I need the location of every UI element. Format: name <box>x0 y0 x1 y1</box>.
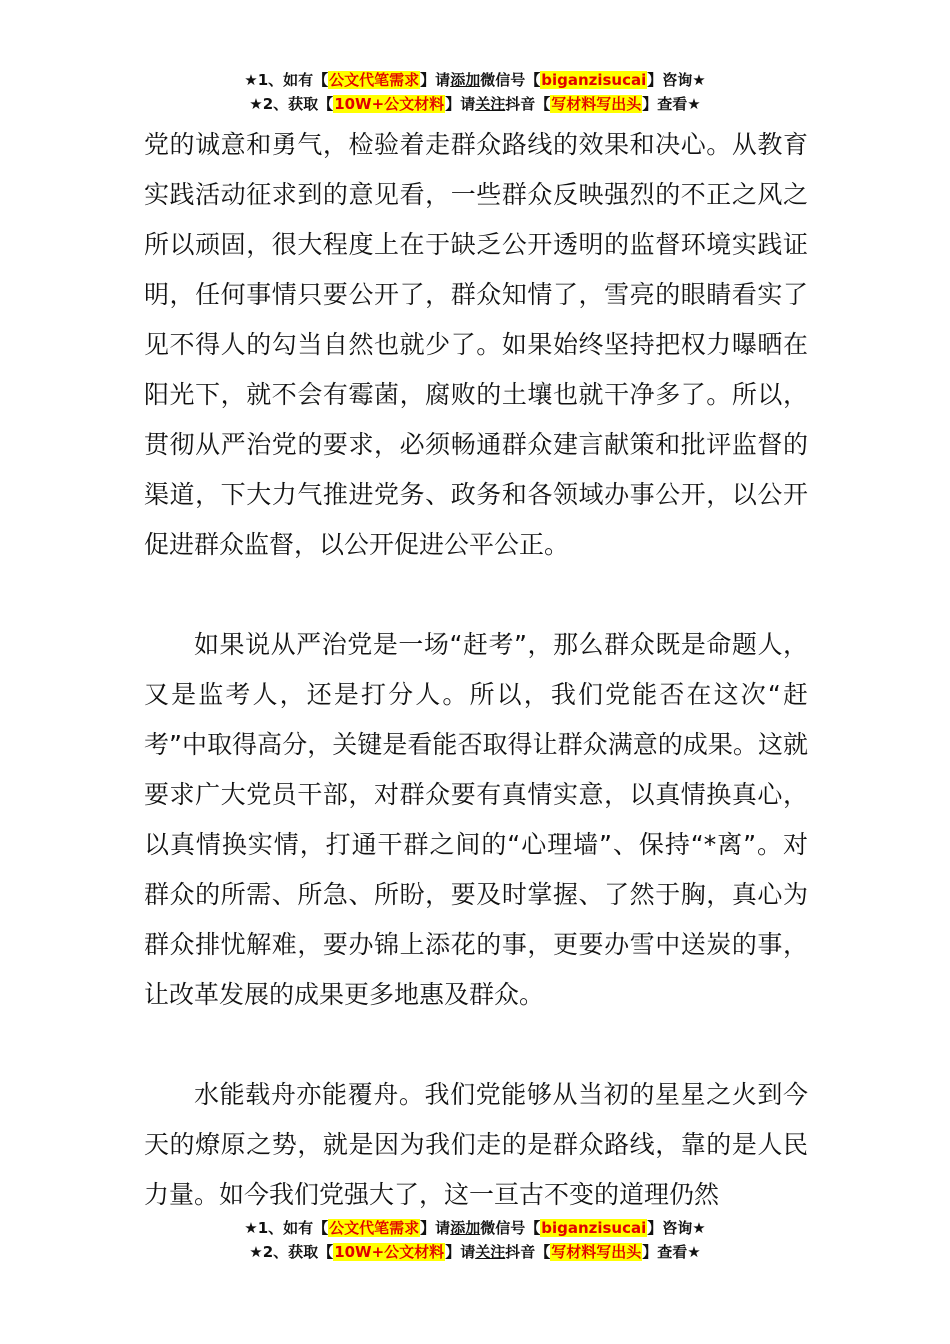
highlight-service: 公文代笔需求 <box>329 1219 420 1237</box>
highlight-wechat-id: biganzisucai <box>541 71 647 89</box>
paragraph-3: 水能载舟亦能覆舟。我们党能够从当初的星星之火到今天的燎原之势，就是因为我们走的是群众路线，靠的是人民力量。如今我们党强大了，这一亘古不变的道理仍然 <box>144 1080 808 1209</box>
document-body <box>144 120 808 1220</box>
highlight-douyin: 写材料写出头 <box>551 1243 642 1261</box>
highlight-service: 公文代笔需求 <box>329 71 420 89</box>
highlight-douyin: 写材料写出头 <box>551 95 642 113</box>
banner-line-1: ★1、如有【公文代笔需求】请添加微信号【biganzisucai】咨询★ <box>244 1219 706 1237</box>
header-banner <box>0 68 950 116</box>
paragraph-1: 党的诚意和勇气，检验着走群众路线的效果和决心。从教育实践活动征求到的意见看，一些群众反映强烈的不正之风之所以顽固，很大程度上在于缺乏公开透明的监督环境实践证明，任何事情只要公开了，群众知情了，雪亮的眼睛看实了见不得人的勾当自然也就少了。如果始终坚持把权力曝晒在阳光下，就不会有霉菌，腐败的土壤也就干净多了。所以，贯彻从严治党的要求，必须畅通群众建言献策和批评监督的渠道，下大力气推进党务、政务和各领域办事公开，以公开促进群众监督，以公开促进公平公正。 <box>144 130 808 559</box>
banner-line-2: ★2、获取【10W+公文材料】请关注抖音【写材料写出头】查看★ <box>249 95 701 113</box>
banner-line-2: ★2、获取【10W+公文材料】请关注抖音【写材料写出头】查看★ <box>249 1243 701 1261</box>
banner-line-1: ★1、如有【公文代笔需求】请添加微信号【biganzisucai】咨询★ <box>244 71 706 89</box>
highlight-wechat-id: biganzisucai <box>541 1219 647 1237</box>
highlight-materials: 10W+公文材料 <box>334 95 445 113</box>
highlight-materials: 10W+公文材料 <box>334 1243 445 1261</box>
footer-banner <box>0 1216 950 1264</box>
paragraph-2: 如果说从严治党是一场“赶考”，那么群众既是命题人，又是监考人，还是打分人。所以，我们党能否在这次“赶考”中取得高分，关键是看能否取得让群众满意的成果。这就要求广大党员干部，对群众要有真情实意，以真情换真心，以真情换实情，打通干群之间的“心理墙”、保持“*离”。对群众的所需、所急、所盼，要及时掌握、了然于胸，真心为群众排忧解难，要办锦上添花的事，更要办雪中送炭的事，让改革发展的成果更多地惠及群众。 <box>144 630 808 1009</box>
